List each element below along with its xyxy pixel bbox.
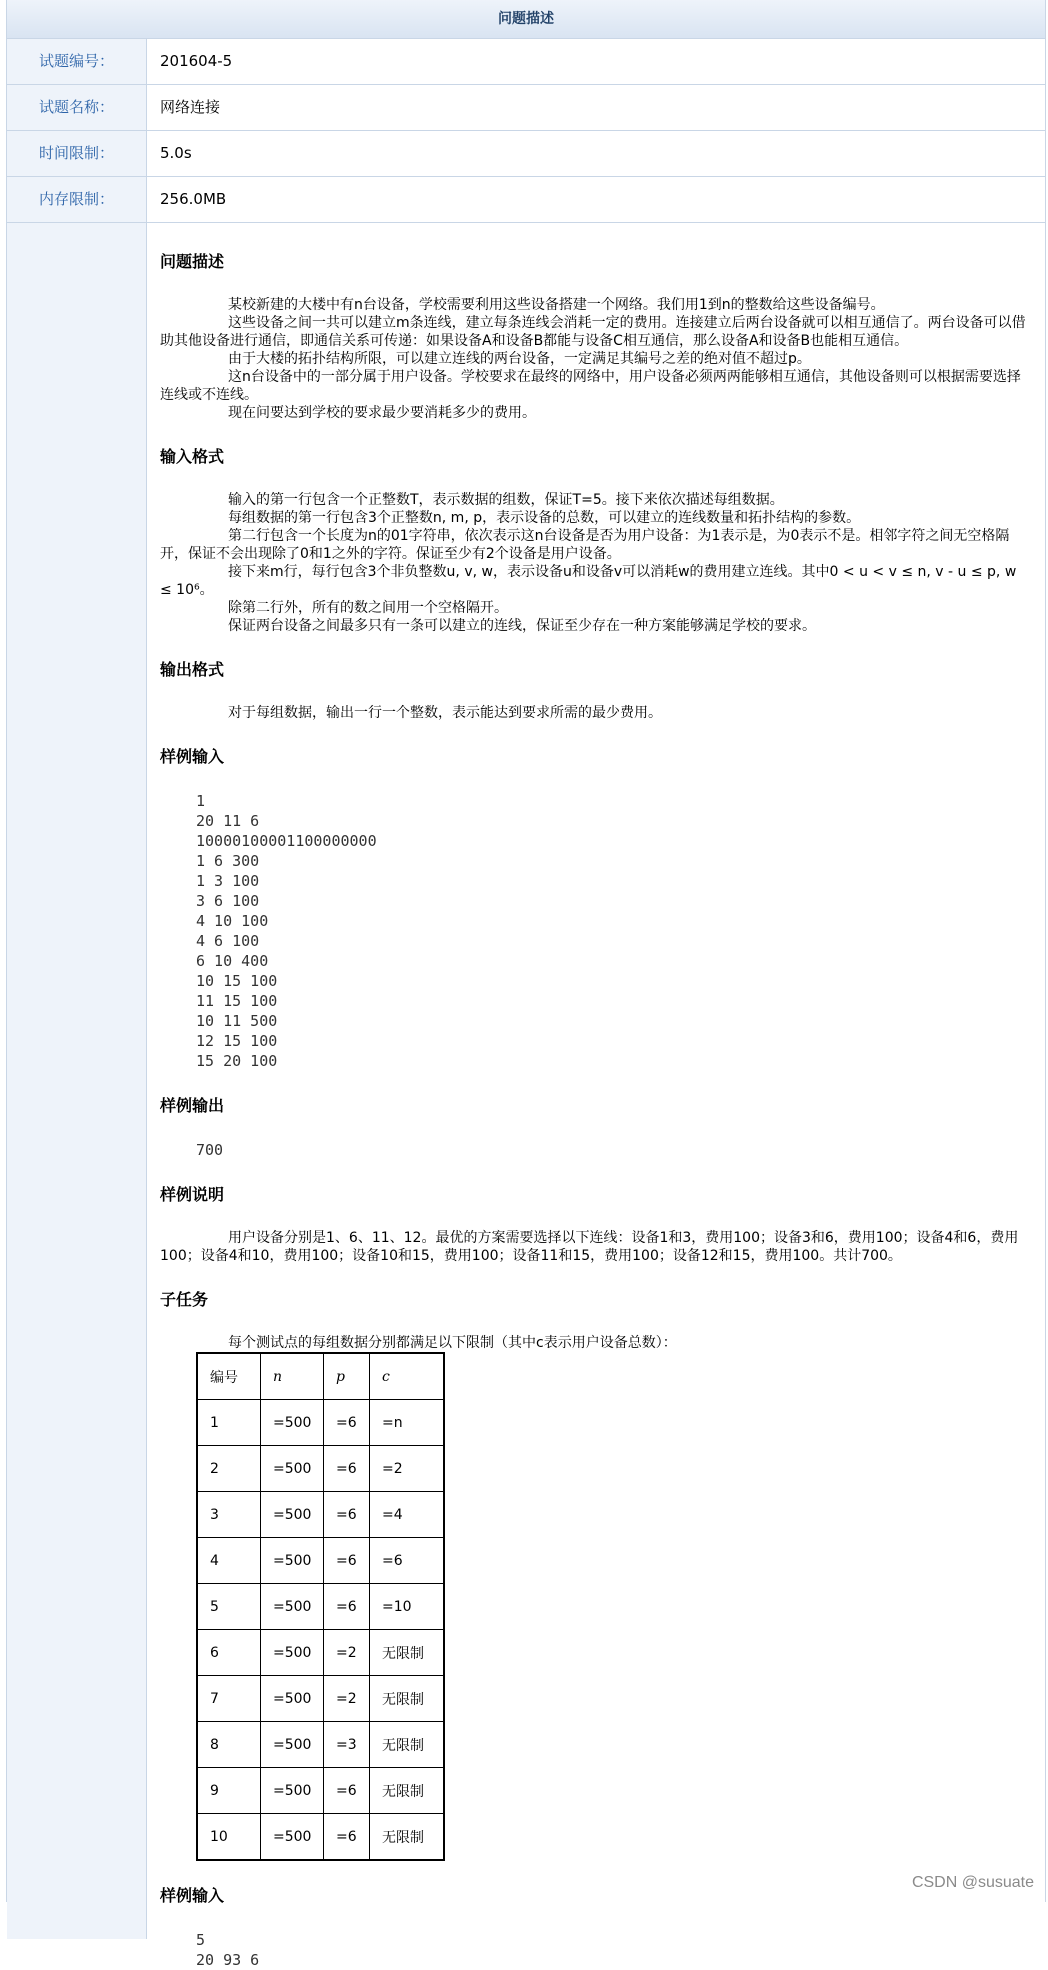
meta-row-memory [7, 177, 1045, 223]
table-cell: =500 [261, 1400, 324, 1446]
table-cell: =2 [324, 1630, 370, 1676]
meta-label: 试题名称： [7, 85, 147, 130]
table-row [197, 1630, 444, 1676]
input-p6: 保证两台设备之间最多只有一条可以建立的连线，保证至少存在一种方案能够满足学校的要求。 [228, 618, 816, 634]
table-cell: 无限制 [370, 1630, 445, 1676]
table-cell: =n [370, 1400, 445, 1446]
output-p1: 对于每组数据，输出一行一个整数，表示能达到要求所需的最少费用。 [228, 705, 662, 721]
sample-output-code: 700 [196, 1141, 224, 1159]
problem-p1: 某校新建的大楼中有n台设备，学校需要利用这些设备搭建一个网络。我们用1到n的整数给这些设备编号。 [228, 297, 885, 313]
section-title-output: 输出格式 [160, 660, 225, 679]
explain-p1: 用户设备分别是1、6、11、12。最优的方案需要选择以下连线：设备1和3，费用100；设备3和6，费用100；设备4和6，费用100；设备4和10，费用100；设备10和15，费用100；设备11和15，费用100；设备12和15，费用100。共计700。 [160, 1230, 1019, 1264]
table-row [197, 1768, 444, 1814]
table-row [197, 1584, 444, 1630]
table-cell: =500 [261, 1768, 324, 1814]
section-title-subtask: 子任务 [160, 1290, 209, 1309]
input-p4: 接下来m行，每行包含3个非负整数u, v, w，表示设备u和设备v可以消耗w的费用建立连线。其中0 < u < v ≤ n, v - u ≤ p, w ≤ 10⁶。 [160, 564, 1017, 598]
meta-label: 时间限制： [7, 131, 147, 176]
table-cell: =500 [261, 1492, 324, 1538]
table-row [197, 1814, 444, 1861]
subtask-intro: 每个测试点的每组数据分别都满足以下限制（其中c表示用户设备总数）： [228, 1335, 677, 1351]
table-cell: 无限制 [370, 1676, 445, 1722]
problem-p3: 由于大楼的拓扑结构所限，可以建立连线的两台设备，一定满足其编号之差的绝对值不超过p。 [228, 351, 811, 367]
problem-frame [6, 0, 1046, 1969]
section-input-format [160, 491, 1027, 635]
table-cell: 3 [197, 1492, 261, 1538]
section-sample-explain [160, 1229, 1027, 1265]
section-sample-input-2 [160, 1930, 1027, 1970]
meta-label: 试题编号： [7, 39, 147, 84]
content-gutter [7, 223, 147, 1939]
table-cell: =500 [261, 1722, 324, 1768]
section-sample-output [160, 1140, 1027, 1160]
table-row [197, 1400, 444, 1446]
meta-row-time [7, 131, 1045, 177]
table-cell: =6 [324, 1814, 370, 1861]
table-cell: =6 [324, 1492, 370, 1538]
content-row [7, 223, 1045, 1969]
table-cell: =2 [324, 1676, 370, 1722]
table-cell: =500 [261, 1676, 324, 1722]
sample-input-2-code: 5 20 93 6 [196, 1931, 260, 1969]
table-cell: =500 [261, 1814, 324, 1861]
content-body [147, 223, 1045, 1969]
table-cell: =500 [261, 1584, 324, 1630]
table-cell: 无限制 [370, 1814, 445, 1861]
problem-p2: 这些设备之间一共可以建立m条连线，建立每条连线会消耗一定的费用。连接建立后两台设备就可以相互通信了。两台设备可以借助其他设备进行通信，即通信关系可传递：如果设备A和设备B都能与设备C相互通信，那么设备A和设备B也能相互通信。 [160, 315, 1026, 349]
input-p1: 输入的第一行包含一个正整数T，表示数据的组数，保证T=5。接下来依次描述每组数据。 [228, 492, 784, 508]
meta-value: 5.0s [160, 144, 192, 162]
table-cell: 8 [197, 1722, 261, 1768]
table-cell: =6 [324, 1768, 370, 1814]
table-cell: =3 [324, 1722, 370, 1768]
table-cell: =6 [324, 1400, 370, 1446]
subtask-table [196, 1352, 445, 1861]
table-cell: 7 [197, 1676, 261, 1722]
meta-value: 201604-5 [160, 52, 233, 70]
table-cell: 1 [197, 1400, 261, 1446]
table-cell: =500 [261, 1630, 324, 1676]
section-sample-input [160, 791, 1027, 1071]
table-cell: 无限制 [370, 1722, 445, 1768]
table-cell: =6 [324, 1446, 370, 1492]
table-cell: =6 [324, 1584, 370, 1630]
meta-row-name [7, 85, 1045, 131]
table-cell: =6 [324, 1538, 370, 1584]
table-row [197, 1446, 444, 1492]
table-header-cell: n [261, 1353, 324, 1400]
input-p2: 每组数据的第一行包含3个正整数n, m, p，表示设备的总数，可以建立的连线数量和拓扑结构的参数。 [228, 510, 861, 526]
section-title-sample-input-2: 样例输入 [160, 1886, 225, 1905]
table-cell: =10 [370, 1584, 445, 1630]
section-subtask [160, 1334, 1027, 1861]
section-output-format [160, 704, 1027, 722]
table-cell: 10 [197, 1814, 261, 1861]
meta-row-id [7, 39, 1045, 85]
table-cell: =6 [370, 1538, 445, 1584]
section-title-sample-explain: 样例说明 [160, 1185, 225, 1204]
table-cell: =4 [370, 1492, 445, 1538]
table-header-cell: p [324, 1353, 370, 1400]
table-cell: 9 [197, 1768, 261, 1814]
section-title-sample-output: 样例输出 [160, 1096, 225, 1115]
table-cell: =500 [261, 1446, 324, 1492]
input-p5: 除第二行外，所有的数之间用一个空格隔开。 [228, 600, 508, 616]
input-p3: 第二行包含一个长度为n的01字符串，依次表示这n台设备是否为用户设备：为1表示是，为0表示不是。相邻字符之间无空格隔开，保证不会出现除了0和1之外的字符。保证至少有2个设备是用户设备。 [160, 528, 1010, 562]
table-header-row [197, 1353, 444, 1400]
table-row [197, 1538, 444, 1584]
table-cell: =500 [261, 1538, 324, 1584]
meta-value: 网络连接 [160, 98, 221, 116]
table-header-cell: 编号 [197, 1353, 261, 1400]
section-problem [160, 296, 1027, 422]
meta-value: 256.0MB [160, 190, 227, 208]
table-cell: 2 [197, 1446, 261, 1492]
table-row [197, 1492, 444, 1538]
table-cell: 5 [197, 1584, 261, 1630]
section-title-input: 输入格式 [160, 447, 225, 466]
table-row [197, 1676, 444, 1722]
section-title-sample-input: 样例输入 [160, 747, 225, 766]
problem-p5: 现在问要达到学校的要求最少要消耗多少的费用。 [228, 405, 536, 421]
watermark: CSDN @susuate [911, 1874, 1034, 1891]
table-cell: =2 [370, 1446, 445, 1492]
table-row [197, 1722, 444, 1768]
header-title: 问题描述 [7, 0, 1045, 39]
table-cell: 6 [197, 1630, 261, 1676]
table-cell: 4 [197, 1538, 261, 1584]
table-cell: 无限制 [370, 1768, 445, 1814]
section-title-problem: 问题描述 [160, 252, 225, 271]
problem-p4: 这n台设备中的一部分属于用户设备。学校要求在最终的网络中，用户设备必须两两能够相互通信，其他设备则可以根据需要选择连线或不连线。 [160, 369, 1021, 403]
sample-input-code: 1 20 11 6 10000100001100000000 1 6 300 1 3 100 3 6 100 4 10 100 4 6 100 6 10 400 10 15 100 11 15 100 10 11 500 12 15 100 15 20 100 [196, 792, 377, 1070]
meta-label: 内存限制： [7, 177, 147, 222]
table-header-cell: c [370, 1353, 445, 1400]
